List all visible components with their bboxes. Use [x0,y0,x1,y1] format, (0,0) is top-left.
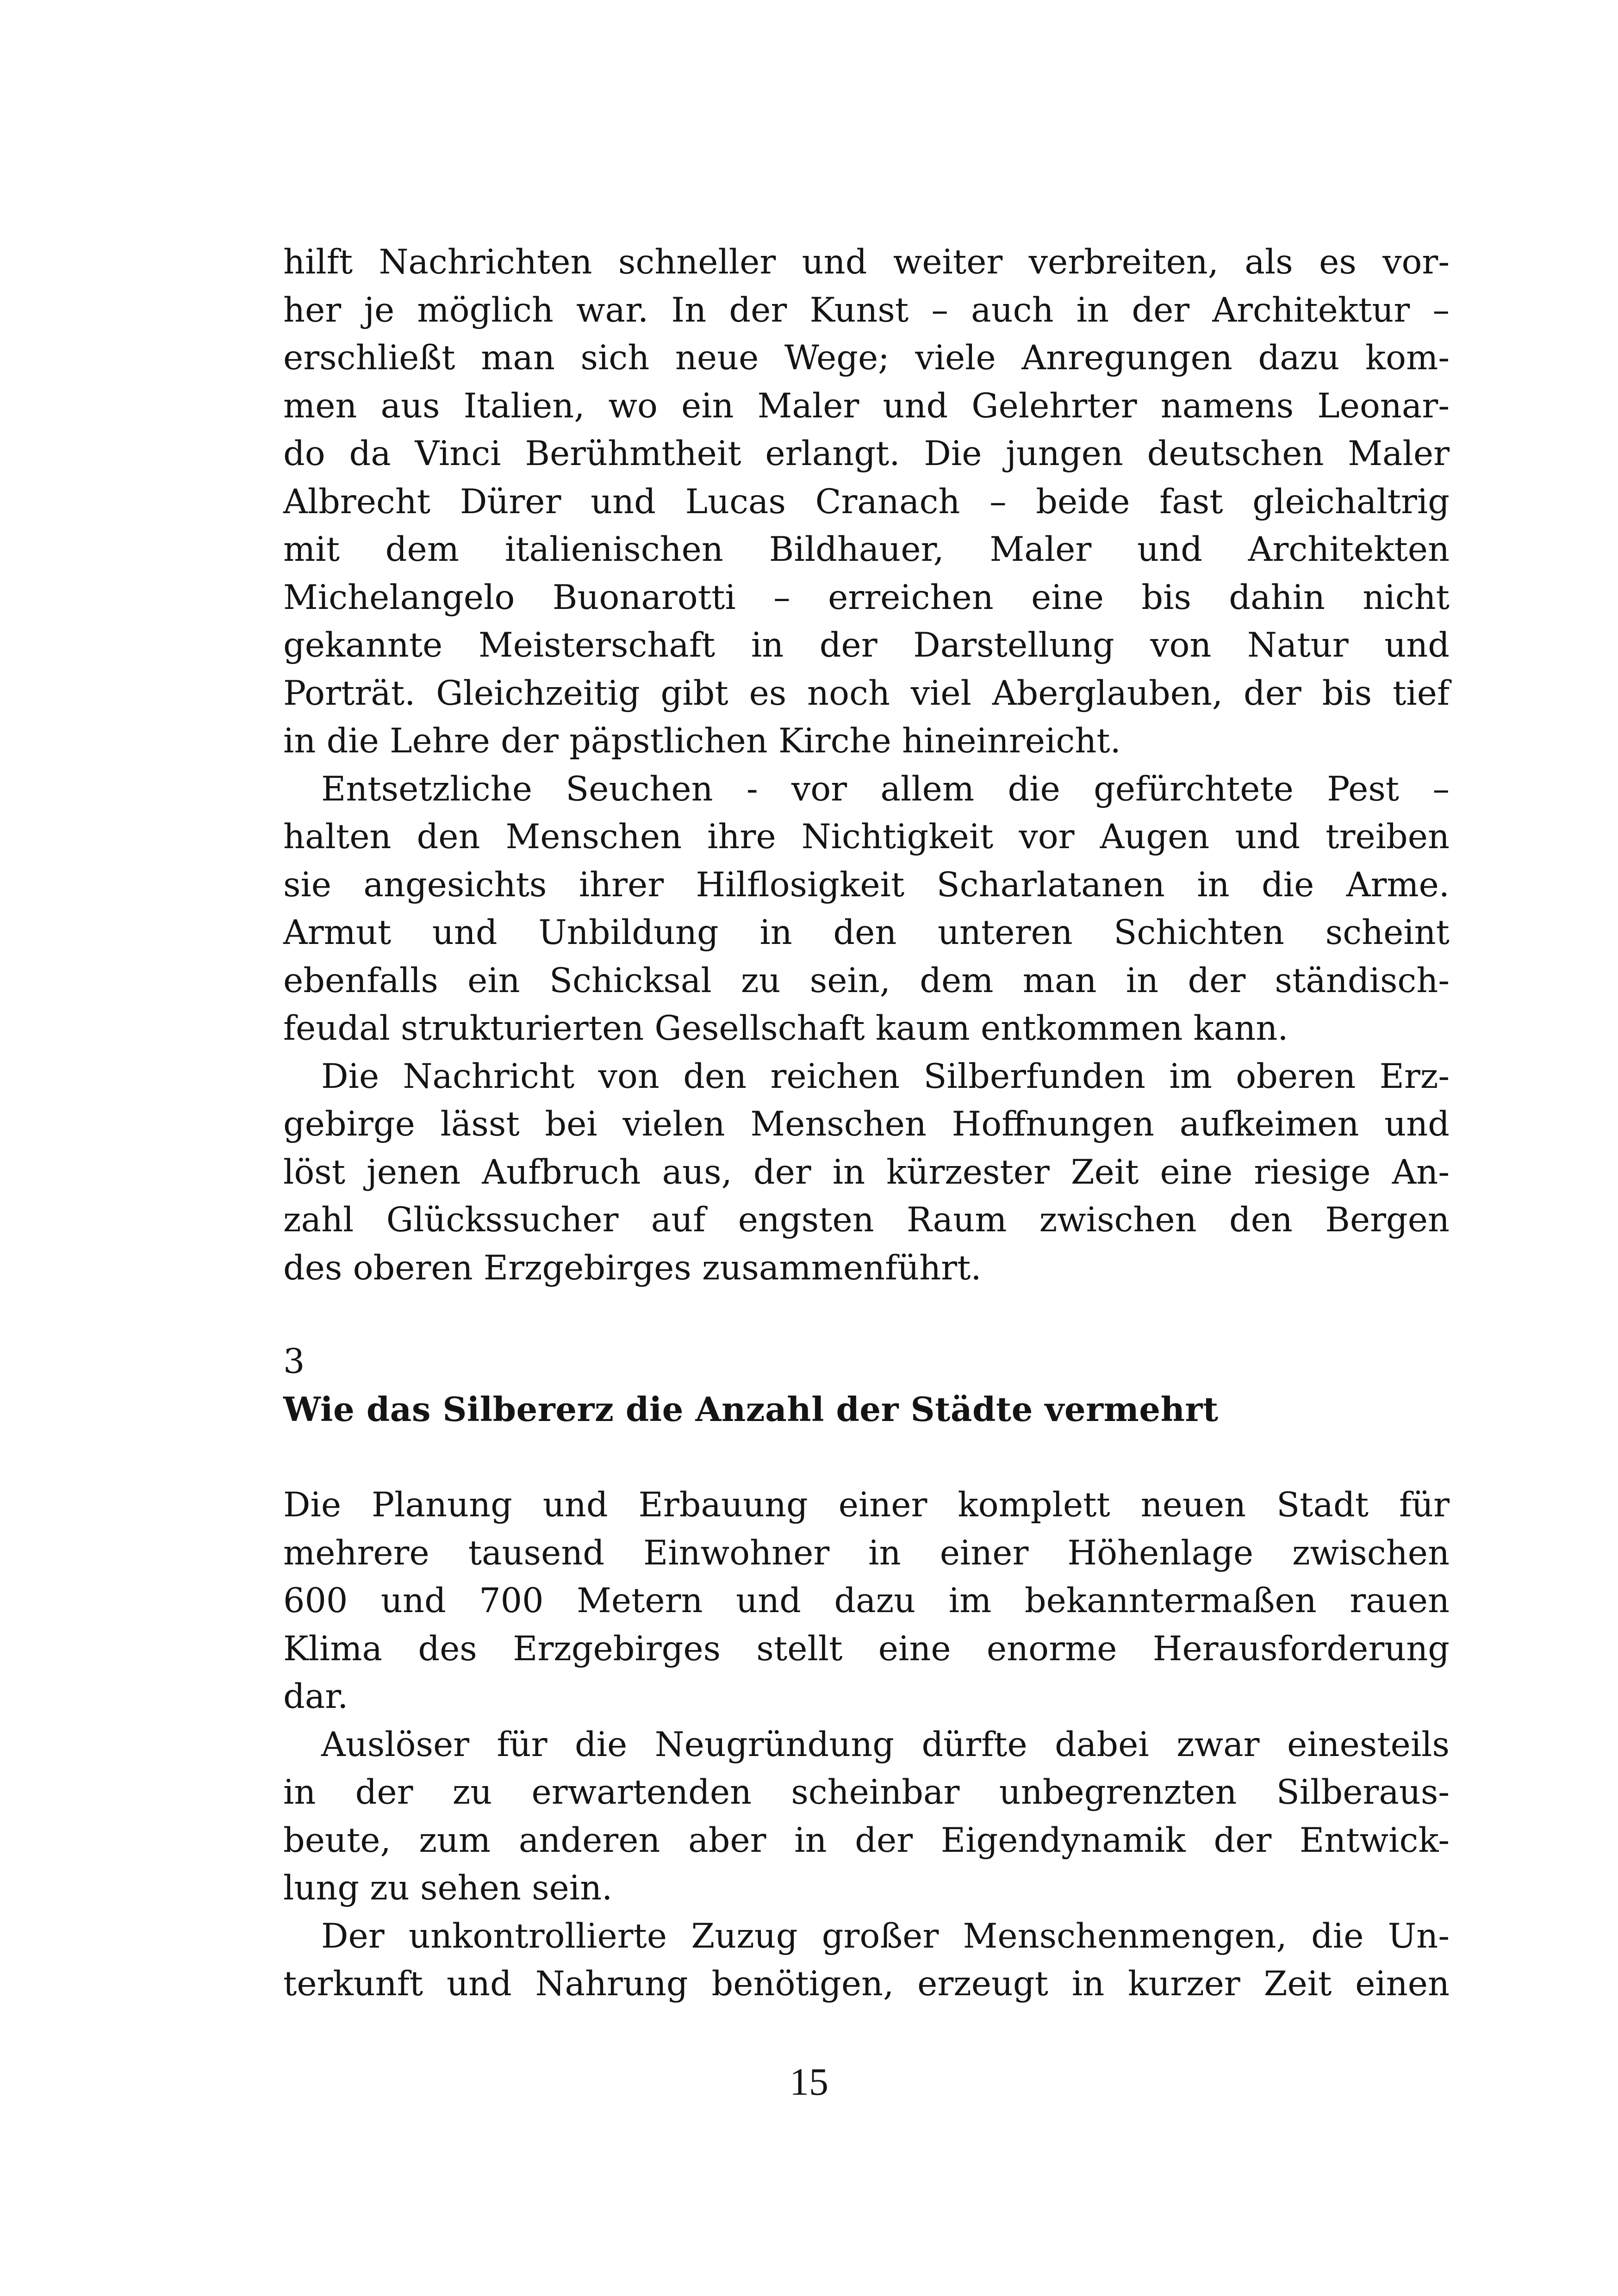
text-line: Armut und Unbildung in den unteren Schichten scheint [283,913,1450,952]
text-line: sie angesichts ihrer Hilflosigkeit Scharlatanen in die Arme. [283,865,1450,905]
text-line: halten den Menschen ihre Nichtigkeit vor Augen und treiben [283,817,1450,856]
text-line: her je möglich war. In der Kunst – auch in der Architektur – [283,290,1450,330]
text-line: in die Lehre der päpstlichen Kirche hineinreicht. [283,721,1121,761]
text-line: Auslöser für die Neugründung dürfte dabei zwar einesteils [321,1725,1450,1764]
text-line: Die Nachricht von den reichen Silberfunden im oberen Erz- [321,1056,1450,1096]
chapter-title: Wie das Silbererz die Anzahl der Städte vermehrt [283,1390,1219,1429]
page-number: 15 [790,2060,828,2104]
text-line: Der unkontrollierte Zuzug großer Menschenmengen, die Un- [321,1916,1450,1956]
text-line: Porträt. Gleichzeitig gibt es noch viel Aberglauben, der bis tief [283,673,1450,713]
text-line: gekannte Meisterschaft in der Darstellung von Natur und [283,626,1450,665]
body-text-section-1 [283,238,1450,1292]
text-line: beute, zum anderen aber in der Eigendynamik der Entwick- [283,1820,1450,1860]
text-line: men aus Italien, wo ein Maler und Gelehrter namens Leonar- [283,386,1450,426]
text-line: des oberen Erzgebirges zusammenführt. [283,1248,982,1288]
text-line: 600 und 700 Metern und dazu im bekanntermaßen rauen [283,1581,1450,1620]
text-line: mit dem italienischen Bildhauer, Maler und Architekten [283,530,1450,569]
text-line: Albrecht Dürer und Lucas Cranach – beide fast gleichaltrig [283,482,1450,521]
text-line: erschließt man sich neue Wege; viele Anregungen dazu kom- [283,338,1450,378]
text-line: in der zu erwartenden scheinbar unbegrenzten Silberaus- [283,1773,1450,1812]
text-line: Klima des Erzgebirges stellt eine enorme Herausforderung [283,1629,1450,1669]
chapter-number: 3 [283,1342,305,1381]
text-line: lung zu sehen sein. [283,1868,613,1908]
text-line: löst jenen Aufbruch aus, der in kürzester Zeit eine riesige An- [283,1152,1450,1192]
body-text-section-2 [283,1481,1450,2008]
text-line: Michelangelo Buonarotti – erreichen eine bis dahin nicht [283,577,1450,617]
text-line: do da Vinci Berühmtheit erlangt. Die jungen deutschen Maler [283,434,1450,473]
text-line: hilft Nachrichten schneller und weiter verbreiten, als es vor- [283,242,1450,282]
text-line: dar. [283,1677,348,1716]
text-line: zahl Glückssucher auf engsten Raum zwischen den Bergen [283,1200,1450,1240]
text-line: ebenfalls ein Schicksal zu sein, dem man in der ständisch- [283,961,1450,1000]
text-line: gebirge lässt bei vielen Menschen Hoffnungen aufkeimen und [283,1105,1450,1144]
text-line: Entsetzliche Seuchen - vor allem die gefürchtete Pest – [321,769,1450,809]
text-line: Die Planung und Erbauung einer komplett neuen Stadt für [283,1485,1450,1525]
text-line: feudal strukturierten Gesellschaft kaum entkommen kann. [283,1009,1288,1048]
text-line: mehrere tausend Einwohner in einer Höhenlage zwischen [283,1533,1450,1573]
text-line: terkunft und Nahrung benötigen, erzeugt in kurzer Zeit einen [283,1964,1450,2004]
